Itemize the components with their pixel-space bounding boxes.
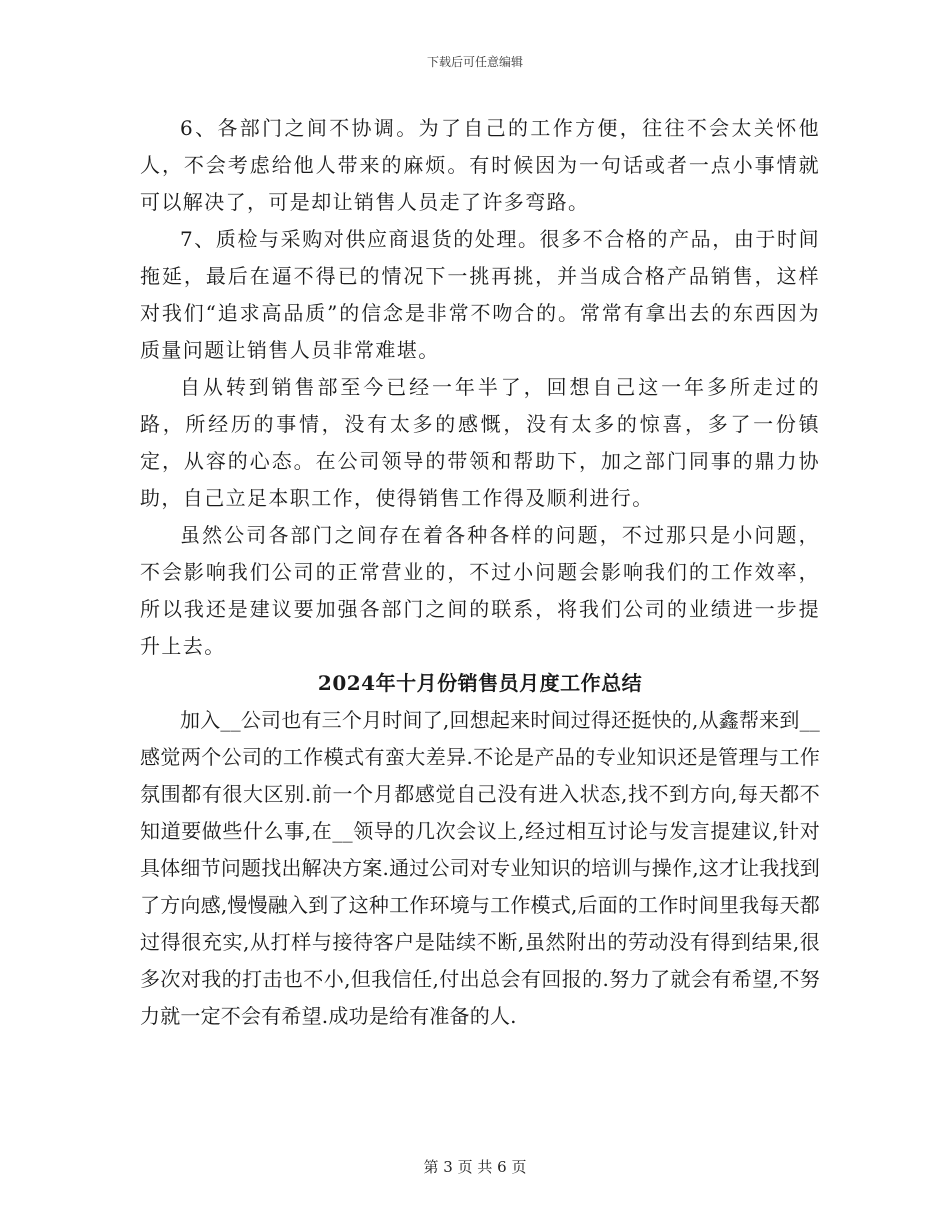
page-number: 第 3 页 共 6 页 (423, 1158, 527, 1176)
paragraph-reflection: 自从转到销售部至今已经一年半了，回想自己这一年多所走过的路，所经历的事情，没有太多的感慨，没有太多的惊喜，多了一份镇定，从容的心态。在公司领导的带领和帮助下，加之部门同事的鼎力协助，自己立足本职工作，使得销售工作得及顺利进行。 (140, 375, 820, 510)
paragraph-item-7: 7、质检与采购对供应商退货的处理。很多不合格的产品，由于时间拖延，最后在逼不得已的情况下一挑再挑，并当成合格产品销售，这样对我们“追求高品质”的信念是非常不吻合的。常常有拿出去的东西因为质量问题让销售人员非常难堪。 (140, 227, 820, 362)
paragraph-suggestion: 虽然公司各部门之间存在着各种各样的问题，不过那只是小问题，不会影响我们公司的正常营业的，不过小问题会影响我们的工作效率，所以我还是建议要加强各部门之间的联系，将我们公司的业绩进一步提升上去。 (140, 523, 820, 658)
section-title: 2024年十月份销售员月度工作总结 (317, 671, 643, 695)
section-body-paragraph: 加入__公司也有三个月时间了,回想起来时间过得还挺快的,从鑫帮来到__感觉两个公司的工作模式有蛮大差异.不论是产品的专业知识还是管理与工作氛围都有很大区别.前一个月都感觉自己没有进入状态,找不到方向,每天都不知道要做些什么事,在__领导的几次会议上,经过相互讨论与发言提建议,针对具体细节问题找出解决方案.通过公司对专业知识的培训与操作,这才让我找到了方向感,慢慢融入到了这种工作环境与工作模式,后面的工作时间里我每天都过得很充实,从打样与接待客户是陆续不断,虽然附出的劳动没有得到结果,很多次对我的打击也不小,但我信任,付出总会有回报的.努力了就会有希望,不努力就一定不会有希望.成功是给有准备的人. (140, 708, 820, 1028)
paragraph-item-6: 6、各部门之间不协调。为了自己的工作方便，往往不会太关怀他人，不会考虑给他人带来的麻烦。有时候因为一句话或者一点小事情就可以解决了，可是却让销售人员走了许多弯路。 (140, 116, 820, 214)
document-body (140, 110, 820, 1035)
page-header: 下载后可任意编辑 (426, 55, 523, 69)
